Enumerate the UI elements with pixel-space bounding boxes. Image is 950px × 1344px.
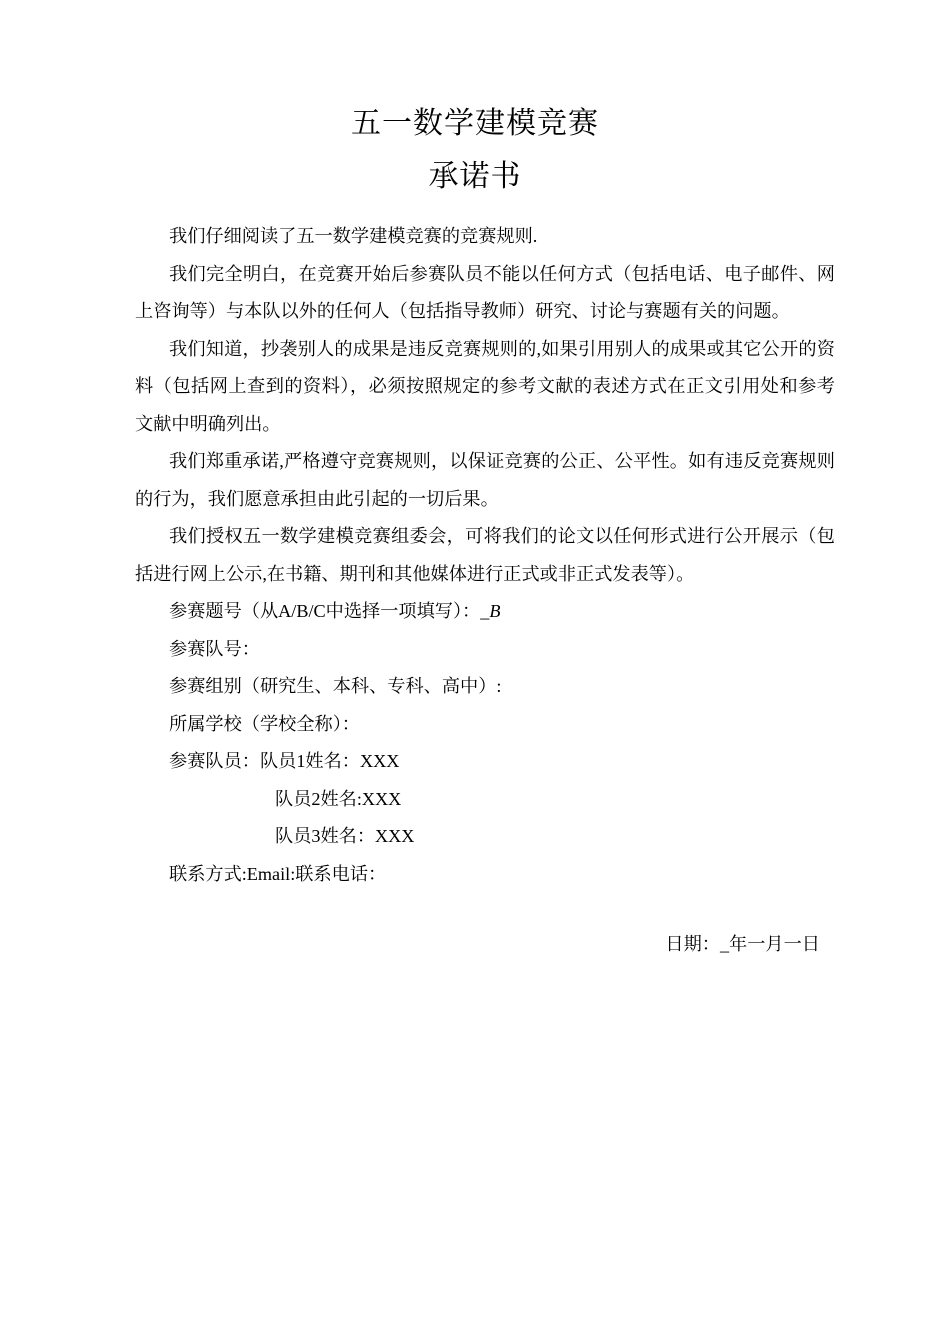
document-title: 五一数学建模竞赛 [351, 106, 599, 141]
paragraph-plagiarism: 我们知道，抄袭别人的成果是违反竞赛规则的,如果引用别人的成果或其它公开的资料（包括网上查到的资料），必须按照规定的参考文献的表述方式在正文引用处和参考文献中明确列出。 [135, 338, 835, 434]
members-label: 参赛队员： [169, 751, 260, 771]
problem-number-label: 参赛题号（从A/B/C中选择一项填写）：_ [169, 601, 490, 621]
paragraph-authorization: 我们授权五一数学建模竞赛组委会，可将我们的论文以任何形式进行公开展示（包括进行网上公示,在书籍、期刊和其他媒体进行正式或非正式发表等）。 [135, 526, 835, 584]
members-row [135, 743, 835, 781]
document-body [135, 218, 835, 893]
member-3: 队员3姓名：XXX [275, 826, 415, 846]
school-label: 所属学校（学校全称）： [169, 713, 360, 734]
document-subtitle: 承诺书 [428, 159, 522, 194]
group-label: 参赛组别（研究生、本科、专科、高中）: [169, 676, 502, 696]
problem-number-value: B [489, 601, 501, 621]
member-1: 队员1姓名：XXX [259, 751, 400, 771]
problem-number-row [135, 593, 835, 631]
member-2: 队员2姓名:XXX [275, 788, 402, 809]
paragraph-commitment: 我们郑重承诺,严格遵守竞赛规则，以保证竞赛的公正、公平性。如有违反竞赛规则的行为，我们愿意承担由此引起的一切后果。 [135, 451, 835, 509]
date-line: 日期：_年一月一日 [665, 934, 820, 954]
paragraph-no-outside-contact: 我们完全明白，在竞赛开始后参赛队员不能以任何方式（包括电话、电子邮件、网上咨询等）与本队以外的任何人（包括指导教师）研究、讨论与赛题有关的问题。 [135, 263, 835, 321]
team-number-label: 参赛队号： [169, 638, 260, 659]
paragraph-rules-read: 我们仔细阅读了五一数学建模竞赛的竞赛规则. [169, 226, 538, 246]
contact-label: 联系方式:Email:联系电话： [169, 863, 387, 884]
